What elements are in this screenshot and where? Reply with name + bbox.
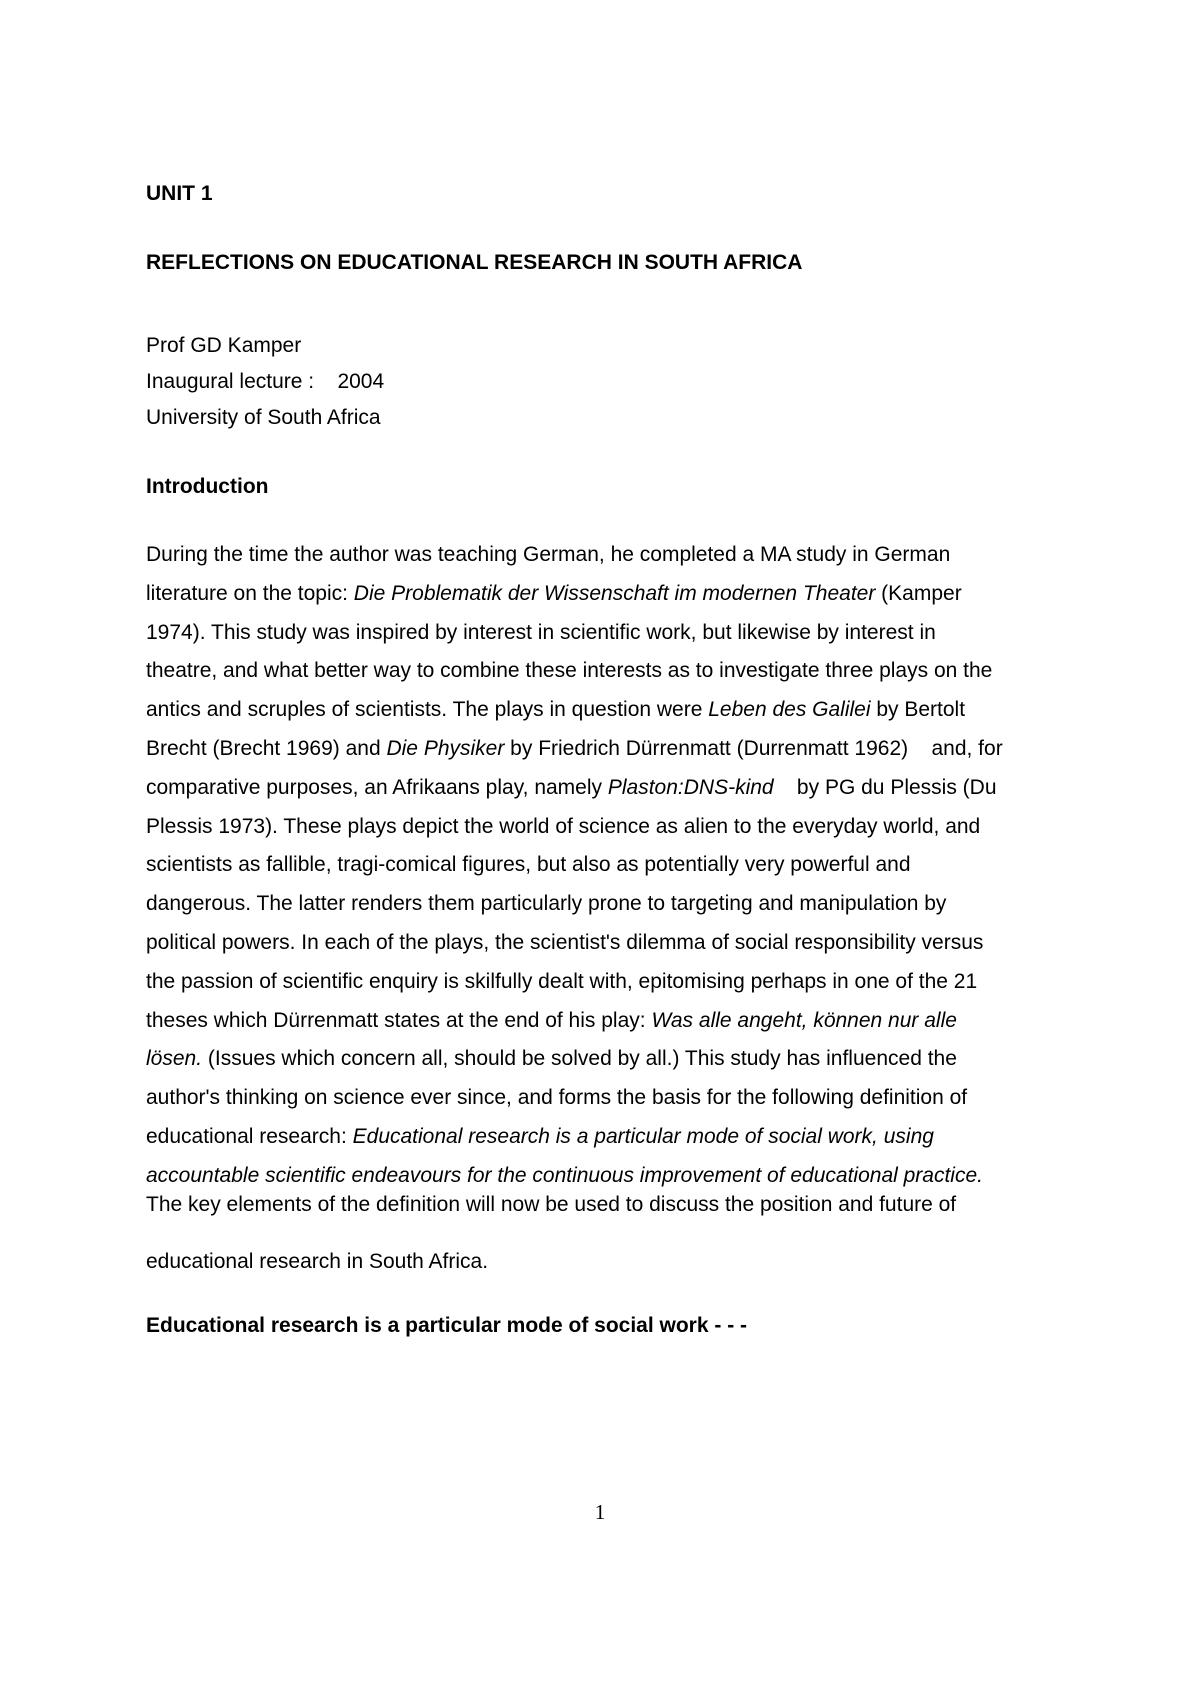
paragraph-line: Brecht (Brecht 1969) and Die Physiker by Friedrich Dürrenmatt (Durrenmatt 1962) and, for xyxy=(146,736,1003,760)
unit-label: UNIT 1 xyxy=(146,182,213,205)
document-title: REFLECTIONS ON EDUCATIONAL RESEARCH IN SOUTH AFRICA xyxy=(146,251,803,274)
paragraph-line: literature on the topic: Die Problematik der Wissenschaft im modernen Theater (Kamper xyxy=(146,581,962,605)
introduction-heading: Introduction xyxy=(146,475,269,498)
paragraph-line: the passion of scientific enquiry is skilfully dealt with, epitomising perhaps in one of the 21 xyxy=(146,969,978,993)
paragraph-line: theatre, and what better way to combine these interests as to investigate three plays on the xyxy=(146,659,993,683)
paragraph-line: political powers. In each of the plays, the scientist's dilemma of social responsibility versus xyxy=(146,930,984,954)
page-number: 1 xyxy=(594,1500,606,1524)
author-line: Prof GD Kamper xyxy=(146,334,302,357)
introduction-paragraph xyxy=(146,536,1046,1196)
paragraph-line: comparative purposes, an Afrikaans play, namely Plaston:DNS-kind by PG du Plessis (Du xyxy=(146,775,997,799)
definition-text: Educational research is a particular mode of social work, using xyxy=(352,1124,934,1148)
paragraph-line: theses which Dürrenmatt states at the end of his play: Was alle angeht, können nur alle xyxy=(146,1008,957,1032)
paragraph-line: dangerous. The latter renders them particularly prone to targeting and manipulation by xyxy=(146,892,947,916)
paragraph-line: During the time the author was teaching German, he completed a MA study in German xyxy=(146,543,951,566)
paragraph-line: 1974). This study was inspired by interest in scientific work, but likewise by interest in xyxy=(146,620,936,644)
play-title: Plaston:DNS-kind xyxy=(607,775,774,799)
play-title: Leben des Galilei xyxy=(708,698,871,722)
lecture-line: Inaugural lecture : 2004 xyxy=(146,370,385,393)
paragraph-line: educational research in South Africa. xyxy=(146,1250,489,1273)
section-heading: Educational research is a particular mode of social work - - - xyxy=(146,1314,748,1337)
paragraph-line: lösen. (Issues which concern all, should be solved by all.) This study has influenced the xyxy=(146,1047,957,1071)
thesis-title: Die Problematik der Wissenschaft im modernen Theater xyxy=(353,581,876,605)
quote-german: Was alle angeht, können nur alle xyxy=(651,1008,957,1032)
paragraph-line: Plessis 1973). These plays depict the world of science as alien to the everyday world, and xyxy=(146,814,981,838)
paragraph-line: The key elements of the definition will now be used to discuss the position and future of xyxy=(146,1193,957,1216)
paragraph-line: author's thinking on science ever since, and forms the basis for the following definition of xyxy=(146,1086,968,1110)
institution-line: University of South Africa xyxy=(146,406,381,429)
paragraph-line: antics and scruples of scientists. The plays in question were Leben des Galilei by Bertolt xyxy=(146,698,966,722)
key-elements-paragraph xyxy=(146,1176,1046,1290)
definition-text: accountable scientific endeavours for the continuous improvement of educational practice. xyxy=(146,1163,983,1187)
paragraph-line: scientists as fallible, tragi-comical figures, but also as potentially very powerful and xyxy=(146,853,911,877)
paragraph-line: educational research: Educational research is a particular mode of social work, using xyxy=(146,1124,934,1148)
quote-german: lösen. xyxy=(146,1047,203,1071)
play-title: Die Physiker xyxy=(386,736,505,760)
